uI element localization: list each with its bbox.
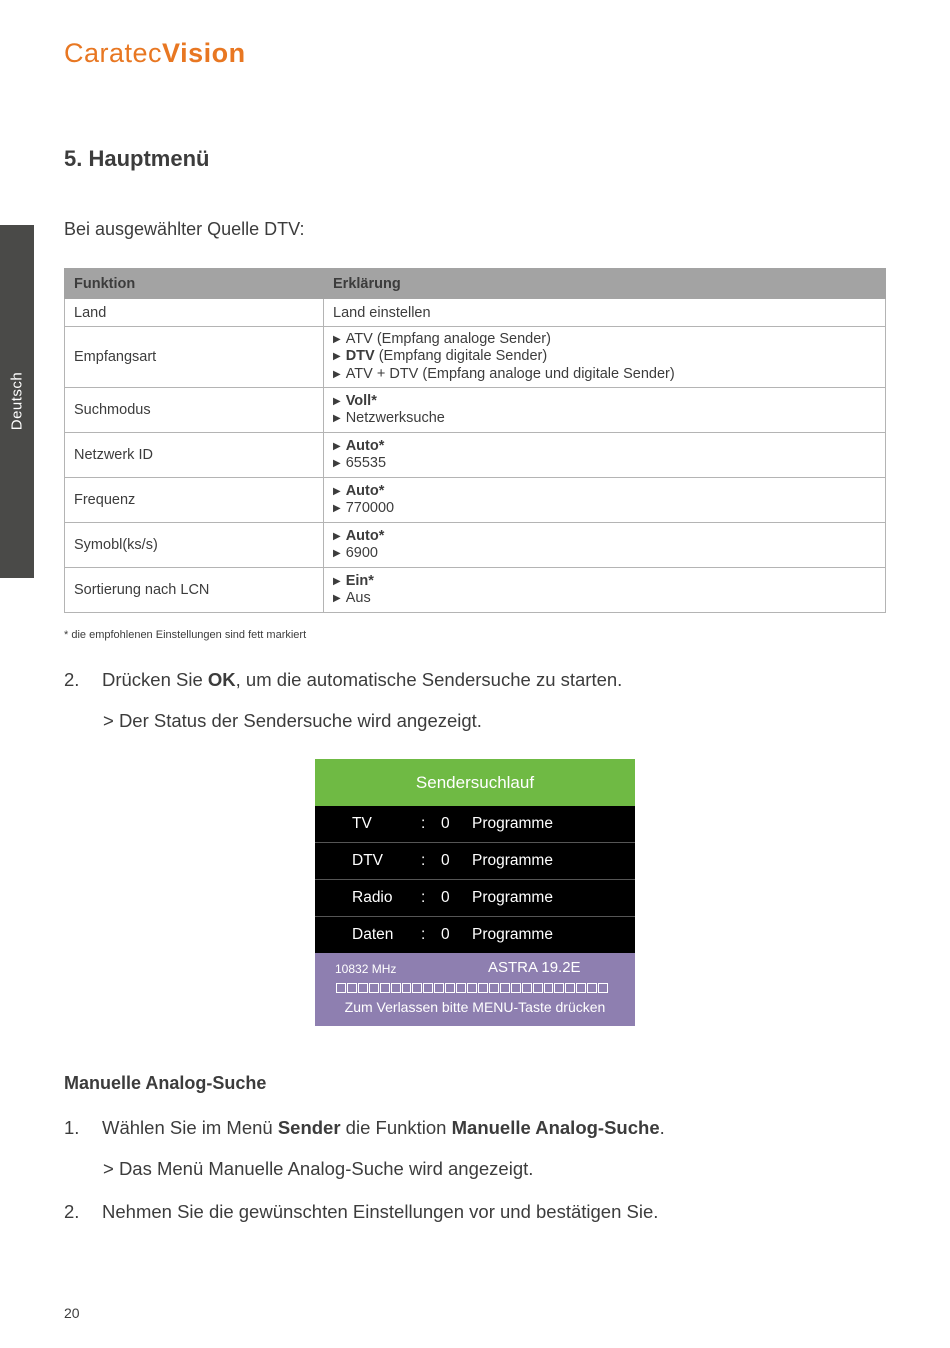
- progress-segment: [554, 983, 564, 993]
- option-item: [333, 483, 876, 501]
- progress-segment: [336, 983, 346, 993]
- progress-segment: [478, 983, 488, 993]
- screen-progress-bar: [336, 983, 608, 994]
- triangle-bullet-icon: ▶: [333, 530, 341, 542]
- option-text: 6900: [345, 545, 378, 561]
- cell-erklaerung: Land einstellen: [324, 299, 886, 327]
- option-text: ATV + DTV (Empfang analoge und digitale Sender): [345, 365, 675, 382]
- cell-funktion: Symobl(ks/s): [65, 523, 324, 568]
- option-text: 770000: [345, 500, 395, 516]
- progress-segment: [456, 983, 466, 993]
- progress-segment: [412, 983, 422, 993]
- screen-row-label: DTV: [352, 852, 383, 869]
- progress-segment: [391, 983, 401, 993]
- screen-row-label: Radio: [352, 889, 393, 906]
- step-2-ok: [64, 669, 622, 691]
- brand-logo: [64, 38, 246, 69]
- cell-funktion: Suchmodus: [65, 388, 324, 433]
- step-text-post: , um die automatische Sendersuche zu starten.: [235, 669, 623, 690]
- cell-erklaerung: [324, 433, 886, 478]
- progress-segment: [576, 983, 586, 993]
- progress-segment: [511, 983, 521, 993]
- triangle-bullet-icon: ▶: [333, 351, 341, 363]
- option-text: 65535: [345, 455, 387, 471]
- step-text-pre: Drücken Sie: [102, 669, 208, 690]
- cell-erklaerung: [324, 478, 886, 523]
- progress-segment: [544, 983, 554, 993]
- triangle-bullet-icon: ▶: [333, 575, 341, 587]
- step-text-pre: Wählen Sie im Menü: [102, 1117, 278, 1138]
- progress-segment: [489, 983, 499, 993]
- option-bold: Auto*: [345, 527, 385, 544]
- table-body: [65, 299, 886, 613]
- triangle-bullet-icon: ▶: [333, 440, 341, 452]
- progress-segment: [402, 983, 412, 993]
- screen-row-colon: :: [421, 815, 426, 832]
- screen-row: [315, 880, 635, 917]
- screen-satellite: ASTRA 19.2E: [488, 959, 581, 976]
- side-tab-label: Deutsch: [8, 371, 26, 431]
- cell-erklaerung: [324, 568, 886, 613]
- step-text-bold-2: Manuelle Analog-Suche: [451, 1117, 660, 1138]
- screen-row-unit: Programme: [472, 926, 553, 943]
- option-item: [333, 348, 876, 366]
- option-item: [333, 393, 876, 411]
- settings-table: [64, 268, 886, 613]
- screen-row-colon: :: [421, 889, 426, 906]
- step-text-bold-1: Sender: [277, 1117, 341, 1138]
- progress-segment: [467, 983, 477, 993]
- screen-exit-hint: Zum Verlassen bitte MENU-Taste drücken: [344, 999, 606, 1015]
- option-text: Netzwerksuche: [345, 410, 445, 426]
- option-bold: Auto*: [345, 437, 385, 454]
- screen-row-unit: Programme: [472, 889, 553, 906]
- option-item: [333, 545, 876, 563]
- footnote: * die empfohlenen Einstellungen sind fett markiert: [64, 629, 307, 641]
- language-side-tab: [0, 225, 34, 578]
- option-item: [333, 573, 876, 591]
- option-item: [333, 410, 876, 428]
- triangle-bullet-icon: ▶: [333, 395, 341, 407]
- screen-row-unit: Programme: [472, 852, 553, 869]
- step-2-result: > Der Status der Sendersuche wird angezeigt.: [103, 710, 482, 731]
- screen-row-label: Daten: [352, 926, 394, 943]
- cell-erklaerung: [324, 327, 886, 388]
- option-item: [333, 500, 876, 518]
- step-text-mid: die Funktion: [340, 1117, 452, 1138]
- option-text: ATV (Empfang analoge Sender): [345, 330, 551, 347]
- intro-text: Bei ausgewählter Quelle DTV:: [64, 219, 305, 239]
- progress-segment: [565, 983, 575, 993]
- header-funktion: Funktion: [65, 269, 324, 299]
- table-row: [65, 388, 886, 433]
- progress-segment: [423, 983, 433, 993]
- screen-row: [315, 806, 635, 843]
- progress-segment: [598, 983, 608, 993]
- option-item: [333, 590, 876, 608]
- progress-segment: [434, 983, 444, 993]
- screen-row-count: 0: [441, 926, 450, 943]
- option-bold: Voll*: [345, 392, 377, 409]
- triangle-bullet-icon: ▶: [333, 593, 341, 604]
- cell-erklaerung: [324, 388, 886, 433]
- triangle-bullet-icon: ▶: [333, 485, 341, 497]
- progress-segment: [347, 983, 357, 993]
- manual-step-2: [64, 1201, 658, 1223]
- progress-segment: [380, 983, 390, 993]
- screen-row: [315, 843, 635, 880]
- option-text: Aus: [345, 590, 371, 606]
- step-number: 2.: [64, 669, 80, 690]
- screen-row-colon: :: [421, 852, 426, 869]
- screen-row: [315, 917, 635, 953]
- screen-row-count: 0: [441, 889, 450, 906]
- cell-funktion: Sortierung nach LCN: [65, 568, 324, 613]
- screen-status-panel: [315, 953, 635, 1026]
- table-row: [65, 433, 886, 478]
- triangle-bullet-icon: ▶: [333, 413, 341, 424]
- screen-row-unit: Programme: [472, 815, 553, 832]
- option-bold: Auto*: [345, 482, 385, 499]
- step-text: Nehmen Sie die gewünschten Einstellungen vor und bestätigen Sie.: [102, 1201, 659, 1222]
- screen-row-count: 0: [441, 852, 450, 869]
- cell-funktion: Empfangsart: [65, 327, 324, 388]
- progress-segment: [369, 983, 379, 993]
- option-item: [333, 366, 876, 384]
- progress-segment: [533, 983, 543, 993]
- brand-part1: Caratec: [64, 38, 163, 68]
- option-item: [333, 455, 876, 473]
- manual-step-1-result: > Das Menü Manuelle Analog-Suche wird angezeigt.: [103, 1158, 534, 1179]
- header-erklaerung: Erklärung: [324, 269, 886, 299]
- triangle-bullet-icon: ▶: [333, 548, 341, 559]
- cell-funktion: Netzwerk ID: [65, 433, 324, 478]
- triangle-bullet-icon: ▶: [333, 503, 341, 514]
- option-item: [333, 331, 876, 349]
- screen-title: Sendersuchlauf: [315, 759, 635, 806]
- progress-segment: [522, 983, 532, 993]
- option-item: [333, 528, 876, 546]
- triangle-bullet-icon: ▶: [333, 368, 341, 380]
- step-text-bold: OK: [207, 669, 236, 690]
- section-title-manual-analog: Manuelle Analog-Suche: [64, 1073, 267, 1093]
- progress-segment: [358, 983, 368, 993]
- screen-row-count: 0: [441, 815, 450, 832]
- screen-row-colon: :: [421, 926, 426, 943]
- option-bold: Ein*: [345, 572, 374, 589]
- page-number: 20: [64, 1305, 80, 1321]
- cell-funktion: Frequenz: [65, 478, 324, 523]
- channel-search-screen: [315, 759, 635, 1026]
- triangle-bullet-icon: ▶: [333, 458, 341, 469]
- option-text: (Empfang digitale Sender): [374, 348, 548, 365]
- step-number: 1.: [64, 1117, 80, 1138]
- triangle-bullet-icon: ▶: [333, 333, 341, 345]
- option-item: [333, 438, 876, 456]
- table-row: [65, 299, 886, 327]
- step-text-post: .: [659, 1117, 665, 1138]
- manual-step-1: [64, 1117, 665, 1139]
- cell-funktion: Land: [65, 299, 324, 327]
- progress-segment: [587, 983, 597, 993]
- table-row: [65, 568, 886, 613]
- table-header-row: [65, 269, 886, 299]
- progress-segment: [500, 983, 510, 993]
- screen-rows: [315, 806, 635, 953]
- cell-erklaerung: [324, 523, 886, 568]
- step-number: 2.: [64, 1201, 80, 1222]
- page-title: 5. Hauptmenü: [64, 146, 210, 171]
- table-row: [65, 523, 886, 568]
- screen-frequency: 10832 MHz: [335, 962, 397, 976]
- screen-row-label: TV: [352, 815, 372, 832]
- progress-segment: [445, 983, 455, 993]
- table-row: [65, 478, 886, 523]
- table-row: [65, 327, 886, 388]
- option-bold: DTV: [345, 348, 375, 365]
- brand-part2: Vision: [162, 38, 246, 68]
